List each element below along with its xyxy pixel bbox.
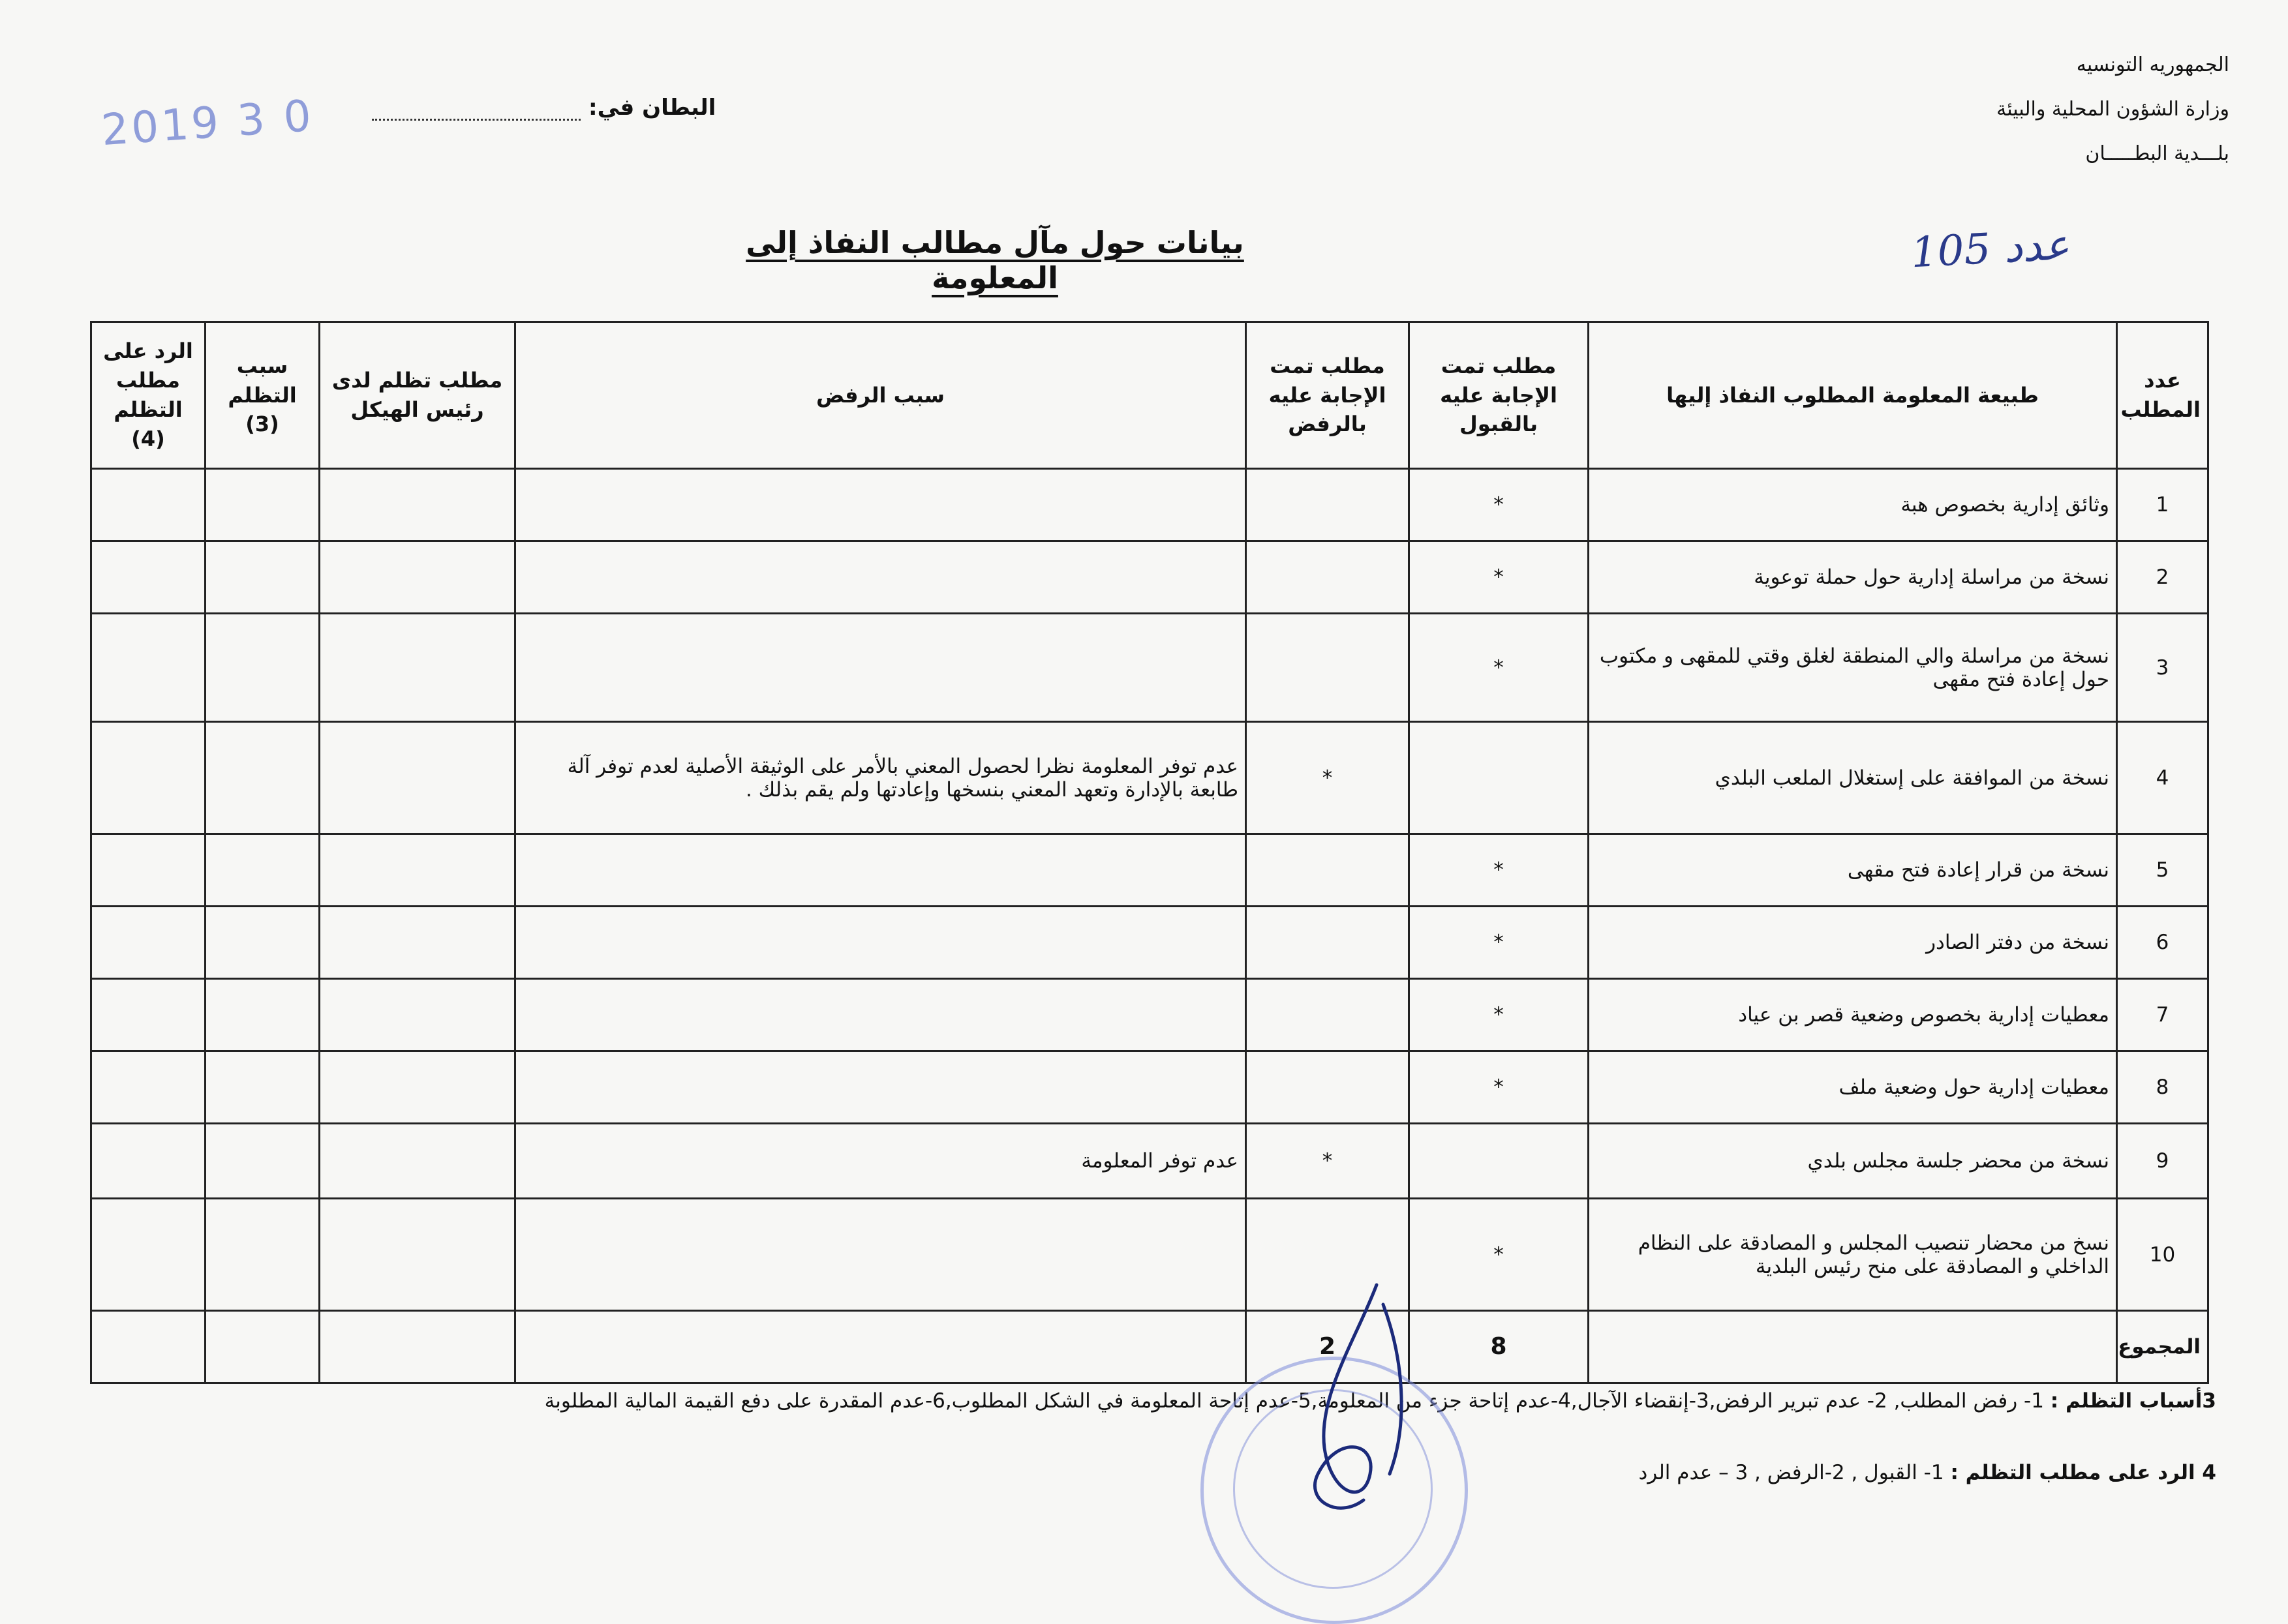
refused-cell: *	[1246, 1123, 1409, 1199]
refused-cell	[1246, 541, 1409, 613]
complaint-reason-cell	[206, 722, 320, 834]
complaint-reason-cell	[206, 1199, 320, 1310]
header-republic: الجمهوريه التونسيه	[2076, 53, 2229, 76]
complaint-reason-cell	[206, 1051, 320, 1123]
refused-cell	[1246, 978, 1409, 1051]
table-row	[91, 978, 2208, 1051]
information-nature-cell: نسخة من الموافقة على إستغلال الملعب البلدي	[1589, 722, 2117, 834]
accepted-cell	[1409, 1123, 1589, 1199]
complaint-reason-cell	[206, 469, 320, 541]
accepted-cell: *	[1409, 978, 1589, 1051]
requests-table	[90, 321, 2209, 1384]
header-complaint-reason: سبب التظلم (3)	[206, 322, 320, 469]
request-number-cell: 2	[2117, 541, 2208, 613]
accepted-cell: *	[1409, 541, 1589, 613]
accepted-cell: *	[1409, 906, 1589, 978]
complaint-reason-cell	[206, 541, 320, 613]
request-number-cell: 10	[2117, 1199, 2208, 1310]
complaint-reply-cell	[91, 541, 206, 613]
request-number-cell: 5	[2117, 834, 2208, 906]
information-nature-cell: نسخة من دفتر الصادر	[1589, 906, 2117, 978]
complaint-cell	[320, 1199, 515, 1310]
header-complaint: مطلب تظلم لدى رئيس الهيكل	[320, 322, 515, 469]
total-complaint-cell	[320, 1310, 515, 1383]
information-nature-cell: نسخة من مراسلة إدارية حول حملة توعوية	[1589, 541, 2117, 613]
header-information-nature: طبيعة المعلومة المطلوب النفاذ إليها	[1589, 322, 2117, 469]
header-institution	[1773, 55, 2229, 188]
table-row	[91, 722, 2208, 834]
information-nature-cell: نسخ من محضار تنصيب المجلس و المصادقة على النظام الداخلي و المصادقة على منح رئيس البلدية	[1589, 1199, 2117, 1310]
information-nature-cell: نسخة من مراسلة والي المنطقة لغلق وقتي للمقهى و مكتوب حول إعادة فتح مقهى	[1589, 613, 2117, 721]
complaint-reply-cell	[91, 613, 206, 721]
refusal-reason-cell	[515, 613, 1246, 721]
accepted-cell: *	[1409, 1199, 1589, 1310]
total-complaint-reason-cell	[206, 1310, 320, 1383]
complaint-cell	[320, 469, 515, 541]
request-number-cell: 8	[2117, 1051, 2208, 1123]
information-nature-cell: نسخة من قرار إعادة فتح مقهى	[1589, 834, 2117, 906]
total-reason-cell	[515, 1310, 1246, 1383]
complaint-cell	[320, 722, 515, 834]
complaint-reply-cell	[91, 906, 206, 978]
refusal-reason-cell	[515, 906, 1246, 978]
refused-cell	[1246, 469, 1409, 541]
table-row	[91, 906, 2208, 978]
refused-cell	[1246, 1051, 1409, 1123]
signature	[1279, 1278, 1435, 1526]
request-number-cell: 4	[2117, 722, 2208, 834]
refusal-reason-cell	[515, 978, 1246, 1051]
header-ministry: وزارة الشؤون المحلية والبيئة	[1996, 98, 2229, 121]
total-row	[91, 1310, 2208, 1383]
footnote-complaint-replies	[63, 1461, 2216, 1484]
reference-number: عدد 105	[1910, 220, 2071, 278]
table-body	[91, 469, 2208, 1383]
total-refused-cell: 2	[1246, 1310, 1409, 1383]
request-number-cell: 7	[2117, 978, 2208, 1051]
refused-cell	[1246, 834, 1409, 906]
information-nature-cell: معطيات إدارية حول وضعية ملف	[1589, 1051, 2117, 1123]
footnote-4-text: 1- القبول , 2-الرفض , 3 – عدم الرد	[1638, 1461, 1944, 1484]
complaint-reason-cell	[206, 978, 320, 1051]
information-nature-cell: وثائق إدارية بخصوص هبة	[1589, 469, 2117, 541]
accepted-cell: *	[1409, 613, 1589, 721]
table-row	[91, 834, 2208, 906]
complaint-reply-cell	[91, 722, 206, 834]
request-number-cell: 3	[2117, 613, 2208, 721]
complaint-reply-cell	[91, 469, 206, 541]
header-refused: مطلب تمت الإجابة عليه بالرفض	[1246, 322, 1409, 469]
refusal-reason-cell	[515, 469, 1246, 541]
complaint-reply-cell	[91, 1199, 206, 1310]
complaint-cell	[320, 906, 515, 978]
total-complaint-reply-cell	[91, 1310, 206, 1383]
header-complaint-reply: الرد على مطلب التظلم (4)	[91, 322, 206, 469]
accepted-cell: *	[1409, 469, 1589, 541]
complaint-reply-cell	[91, 978, 206, 1051]
complaint-cell	[320, 1051, 515, 1123]
table-row	[91, 1199, 2208, 1310]
table-row	[91, 613, 2208, 721]
complaint-cell	[320, 834, 515, 906]
complaint-cell	[320, 613, 515, 721]
accepted-cell	[1409, 722, 1589, 834]
information-nature-cell: معطيات إدارية بخصوص وضعية قصر بن عياد	[1589, 978, 2117, 1051]
footnote-4-heading: 4 الرد على مطلب التظلم :	[1950, 1461, 2216, 1484]
refusal-reason-cell	[515, 1199, 1246, 1310]
accepted-cell: *	[1409, 834, 1589, 906]
complaint-reason-cell	[206, 834, 320, 906]
complaint-reason-cell	[206, 613, 320, 721]
header-request-number: عدد المطلب	[2117, 322, 2208, 469]
place-date-label: البطان في:	[588, 95, 716, 121]
request-number-cell: 9	[2117, 1123, 2208, 1199]
refusal-reason-cell	[515, 1051, 1246, 1123]
total-accepted-cell: 8	[1409, 1310, 1589, 1383]
table-row	[91, 469, 2208, 541]
date-stamp: 2019 3 0	[99, 90, 316, 156]
header-municipality: بلـــدية البطـــــان	[2085, 142, 2229, 165]
header-accepted: مطلب تمت الإجابة عليه بالقبول	[1409, 322, 1589, 469]
request-number-cell: 6	[2117, 906, 2208, 978]
total-label-cell: المجموع	[2117, 1310, 2208, 1383]
refused-cell	[1246, 613, 1409, 721]
refusal-reason-cell: عدم توفر المعلومة	[515, 1123, 1246, 1199]
complaint-reason-cell	[206, 1123, 320, 1199]
refusal-reason-cell	[515, 834, 1246, 906]
total-nature-cell	[1589, 1310, 2117, 1383]
table-row	[91, 1123, 2208, 1199]
document-title: بيانات حول مآل مطالب النفاذ إلى المعلومة	[746, 225, 1244, 295]
complaint-reason-cell	[206, 906, 320, 978]
accepted-cell: *	[1409, 1051, 1589, 1123]
complaint-cell	[320, 978, 515, 1051]
refusal-reason-cell	[515, 541, 1246, 613]
complaint-cell	[320, 1123, 515, 1199]
refused-cell	[1246, 906, 1409, 978]
complaint-reply-cell	[91, 834, 206, 906]
place-date-line	[372, 95, 716, 121]
request-number-cell: 1	[2117, 469, 2208, 541]
footnote-complaint-reasons	[63, 1389, 2216, 1413]
refusal-reason-cell: عدم توفر المعلومة نظرا لحصول المعني بالأمر على الوثيقة الأصلية لعدم توفر آلة طابعة بالإدارة وتعهد المعني بنسخها وإعادتها ولم يقم بذلك .	[515, 722, 1246, 834]
complaint-reply-cell	[91, 1123, 206, 1199]
refused-cell: *	[1246, 722, 1409, 834]
date-dotted-line	[372, 119, 581, 121]
header-refusal-reason: سبب الرفض	[515, 322, 1246, 469]
footnote-3-text: 1- رفض المطلب, 2- عدم تبرير الرفض,3-إنقضاء الآجال,4-عدم إتاحة جزء من المعلومة,5-عدم إتاحة المعلومة في الشكل المطلوب,6-عدم المقدرة على دفع القيمة المالية المطلوبة	[544, 1389, 2044, 1413]
footnote-3-heading: 3أسباب التظلم :	[2050, 1389, 2216, 1413]
complaint-reply-cell	[91, 1051, 206, 1123]
table-row	[91, 1051, 2208, 1123]
table-row	[91, 541, 2208, 613]
information-nature-cell: نسخة من محضر جلسة مجلس بلدي	[1589, 1123, 2117, 1199]
complaint-cell	[320, 541, 515, 613]
